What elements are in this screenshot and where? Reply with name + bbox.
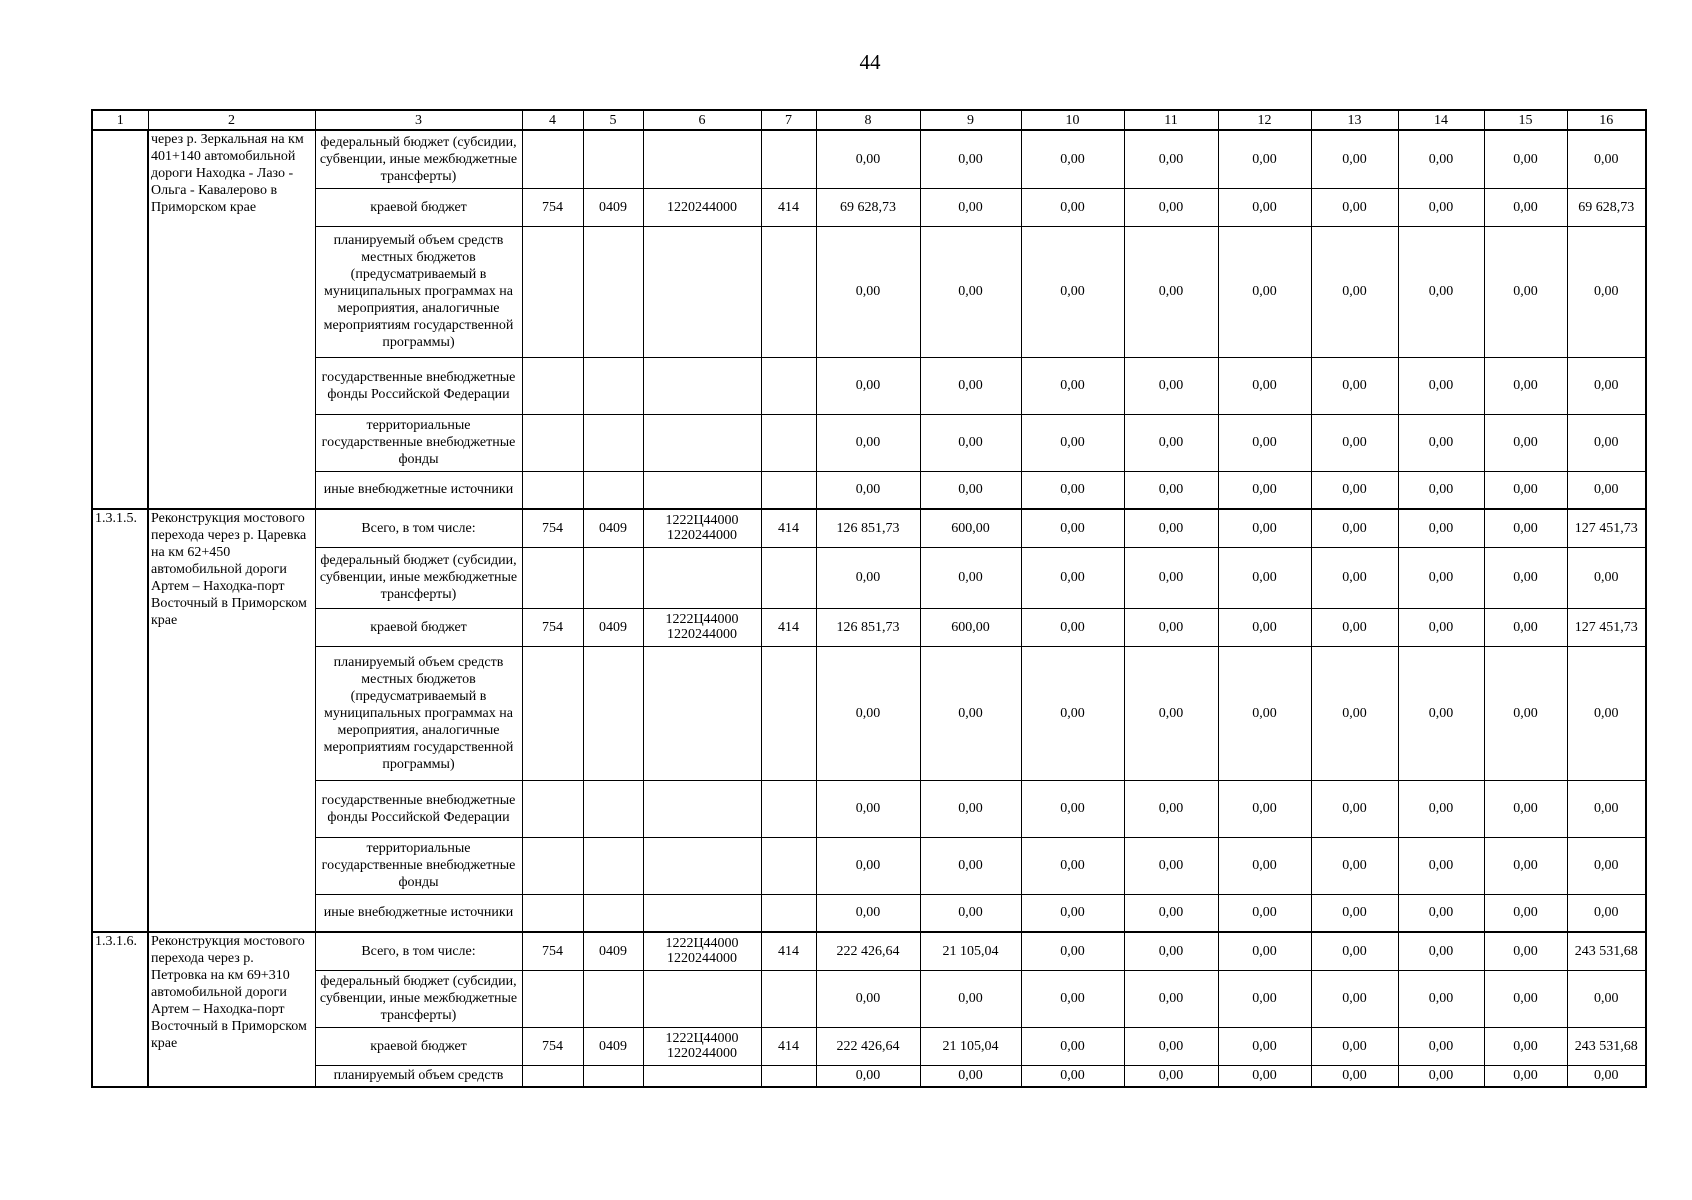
funding-source: Всего, в том числе: bbox=[315, 932, 522, 970]
value-cell: 0,00 bbox=[1398, 226, 1484, 357]
code-cell: 1222Ц44000 1220244000 bbox=[643, 509, 761, 547]
code-cell: 754 bbox=[522, 188, 583, 226]
value-cell: 243 531,68 bbox=[1567, 1027, 1646, 1065]
value-cell: 0,00 bbox=[1567, 547, 1646, 608]
value-cell: 0,00 bbox=[920, 357, 1021, 414]
funding-source: планируемый объем средств местных бюджетов (предусматриваемый в муниципальных программах на мероприятия, аналогичные мероприятиям государственной программы) bbox=[315, 646, 522, 780]
column-header: 5 bbox=[583, 110, 643, 130]
value-cell: 0,00 bbox=[1311, 130, 1398, 188]
table-row bbox=[92, 780, 1646, 837]
column-header: 4 bbox=[522, 110, 583, 130]
code-cell: 0409 bbox=[583, 509, 643, 547]
value-cell: 0,00 bbox=[1124, 357, 1218, 414]
value-cell: 0,00 bbox=[1311, 894, 1398, 932]
value-cell: 0,00 bbox=[1311, 932, 1398, 970]
code-cell bbox=[643, 130, 761, 188]
code-cell: 754 bbox=[522, 608, 583, 646]
code-cell bbox=[643, 780, 761, 837]
value-cell: 0,00 bbox=[1218, 414, 1311, 471]
column-header: 8 bbox=[816, 110, 920, 130]
table-row bbox=[92, 471, 1646, 509]
code-cell: 414 bbox=[761, 188, 816, 226]
value-cell: 0,00 bbox=[1484, 226, 1567, 357]
column-header: 15 bbox=[1484, 110, 1567, 130]
value-cell: 0,00 bbox=[1124, 188, 1218, 226]
value-cell: 0,00 bbox=[1567, 357, 1646, 414]
code-cell bbox=[522, 414, 583, 471]
value-cell: 600,00 bbox=[920, 608, 1021, 646]
value-cell: 0,00 bbox=[1124, 1027, 1218, 1065]
value-cell: 0,00 bbox=[816, 471, 920, 509]
value-cell: 0,00 bbox=[1567, 970, 1646, 1027]
code-cell bbox=[522, 357, 583, 414]
value-cell: 0,00 bbox=[1311, 780, 1398, 837]
code-cell: 1222Ц44000 1220244000 bbox=[643, 932, 761, 970]
value-cell: 0,00 bbox=[1398, 414, 1484, 471]
code-cell bbox=[522, 894, 583, 932]
item-name: Реконструкция мостового перехода через р. Петровка на км 69+310 автомобильной дороги Артем – Находка-порт Восточный в Приморском крае bbox=[148, 932, 315, 1087]
value-cell: 0,00 bbox=[1218, 1065, 1311, 1087]
code-cell bbox=[761, 970, 816, 1027]
value-cell: 0,00 bbox=[1484, 357, 1567, 414]
value-cell: 0,00 bbox=[1398, 1065, 1484, 1087]
value-cell: 0,00 bbox=[1311, 509, 1398, 547]
code-cell: 1222Ц44000 1220244000 bbox=[643, 608, 761, 646]
value-cell: 0,00 bbox=[1398, 608, 1484, 646]
code-cell bbox=[583, 646, 643, 780]
value-cell: 0,00 bbox=[1567, 471, 1646, 509]
value-cell: 0,00 bbox=[1398, 357, 1484, 414]
value-cell: 0,00 bbox=[1218, 547, 1311, 608]
value-cell: 0,00 bbox=[1124, 608, 1218, 646]
code-cell bbox=[643, 547, 761, 608]
funding-source: краевой бюджет bbox=[315, 1027, 522, 1065]
value-cell: 0,00 bbox=[1484, 608, 1567, 646]
code-cell bbox=[643, 894, 761, 932]
value-cell: 0,00 bbox=[816, 130, 920, 188]
code-cell bbox=[761, 894, 816, 932]
value-cell: 127 451,73 bbox=[1567, 509, 1646, 547]
value-cell: 0,00 bbox=[1218, 894, 1311, 932]
code-cell bbox=[522, 646, 583, 780]
value-cell: 0,00 bbox=[816, 837, 920, 894]
value-cell: 0,00 bbox=[1484, 547, 1567, 608]
value-cell: 0,00 bbox=[1124, 547, 1218, 608]
value-cell: 0,00 bbox=[1124, 1065, 1218, 1087]
code-cell bbox=[583, 130, 643, 188]
value-cell: 0,00 bbox=[920, 547, 1021, 608]
value-cell: 0,00 bbox=[1567, 414, 1646, 471]
value-cell: 0,00 bbox=[1218, 608, 1311, 646]
value-cell: 0,00 bbox=[1567, 837, 1646, 894]
value-cell: 0,00 bbox=[1218, 357, 1311, 414]
value-cell: 0,00 bbox=[920, 970, 1021, 1027]
value-cell: 0,00 bbox=[1398, 932, 1484, 970]
value-cell: 0,00 bbox=[1124, 932, 1218, 970]
value-cell: 0,00 bbox=[1398, 837, 1484, 894]
value-cell: 0,00 bbox=[1124, 646, 1218, 780]
column-header: 2 bbox=[148, 110, 315, 130]
value-cell: 0,00 bbox=[920, 414, 1021, 471]
value-cell: 0,00 bbox=[1484, 1065, 1567, 1087]
value-cell: 0,00 bbox=[1484, 471, 1567, 509]
item-name: через р. Зеркальная на км 401+140 автомобильной дороги Находка - Лазо - Ольга - Кавалерово в Приморском крае bbox=[148, 130, 315, 509]
value-cell: 0,00 bbox=[1567, 780, 1646, 837]
value-cell: 0,00 bbox=[816, 357, 920, 414]
code-cell bbox=[583, 894, 643, 932]
value-cell: 0,00 bbox=[1021, 970, 1124, 1027]
funding-source: федеральный бюджет (субсидии, субвенции, иные межбюджетные трансферты) bbox=[315, 130, 522, 188]
funding-source: федеральный бюджет (субсидии, субвенции, иные межбюджетные трансферты) bbox=[315, 970, 522, 1027]
value-cell: 0,00 bbox=[1311, 646, 1398, 780]
value-cell: 0,00 bbox=[1218, 932, 1311, 970]
table-row bbox=[92, 837, 1646, 894]
value-cell: 0,00 bbox=[1484, 646, 1567, 780]
funding-source: планируемый объем средств bbox=[315, 1065, 522, 1087]
table-row bbox=[92, 646, 1646, 780]
code-cell bbox=[583, 547, 643, 608]
value-cell: 0,00 bbox=[1218, 837, 1311, 894]
value-cell: 0,00 bbox=[1311, 226, 1398, 357]
code-cell bbox=[761, 357, 816, 414]
value-cell: 0,00 bbox=[1021, 932, 1124, 970]
code-cell: 754 bbox=[522, 1027, 583, 1065]
value-cell: 0,00 bbox=[1311, 608, 1398, 646]
value-cell: 0,00 bbox=[1484, 780, 1567, 837]
code-cell bbox=[643, 471, 761, 509]
table-row bbox=[92, 932, 1646, 970]
code-cell bbox=[522, 547, 583, 608]
value-cell: 0,00 bbox=[1567, 894, 1646, 932]
value-cell: 0,00 bbox=[920, 837, 1021, 894]
funding-source: территориальные государственные внебюджетные фонды bbox=[315, 837, 522, 894]
funding-source: государственные внебюджетные фонды Российской Федерации bbox=[315, 357, 522, 414]
column-header: 6 bbox=[643, 110, 761, 130]
value-cell: 0,00 bbox=[1484, 130, 1567, 188]
value-cell: 0,00 bbox=[1124, 226, 1218, 357]
value-cell: 0,00 bbox=[1567, 1065, 1646, 1087]
code-cell: 1222Ц44000 1220244000 bbox=[643, 1027, 761, 1065]
item-index: 1.3.1.6. bbox=[92, 932, 148, 1087]
code-cell: 0409 bbox=[583, 608, 643, 646]
value-cell: 0,00 bbox=[1218, 970, 1311, 1027]
code-cell bbox=[583, 1065, 643, 1087]
value-cell: 127 451,73 bbox=[1567, 608, 1646, 646]
value-cell: 0,00 bbox=[1398, 188, 1484, 226]
value-cell: 0,00 bbox=[1484, 509, 1567, 547]
funding-source: федеральный бюджет (субсидии, субвенции, иные межбюджетные трансферты) bbox=[315, 547, 522, 608]
value-cell: 0,00 bbox=[1021, 894, 1124, 932]
value-cell: 0,00 bbox=[920, 646, 1021, 780]
code-cell bbox=[643, 226, 761, 357]
code-cell bbox=[522, 780, 583, 837]
value-cell: 0,00 bbox=[1124, 894, 1218, 932]
code-cell bbox=[761, 471, 816, 509]
table-row bbox=[92, 414, 1646, 471]
value-cell: 0,00 bbox=[1567, 130, 1646, 188]
value-cell: 0,00 bbox=[1484, 970, 1567, 1027]
value-cell: 0,00 bbox=[816, 780, 920, 837]
code-cell bbox=[583, 357, 643, 414]
value-cell: 0,00 bbox=[1398, 1027, 1484, 1065]
code-cell bbox=[643, 1065, 761, 1087]
value-cell: 0,00 bbox=[1398, 970, 1484, 1027]
column-header: 14 bbox=[1398, 110, 1484, 130]
value-cell: 0,00 bbox=[1567, 646, 1646, 780]
code-cell bbox=[761, 1065, 816, 1087]
table-row bbox=[92, 608, 1646, 646]
value-cell: 0,00 bbox=[1021, 608, 1124, 646]
table-row bbox=[92, 226, 1646, 357]
funding-source: планируемый объем средств местных бюджетов (предусматриваемый в муниципальных программах на мероприятия, аналогичные мероприятиям государственной программы) bbox=[315, 226, 522, 357]
table-row bbox=[92, 357, 1646, 414]
value-cell: 0,00 bbox=[1021, 547, 1124, 608]
code-cell: 414 bbox=[761, 608, 816, 646]
code-cell: 754 bbox=[522, 932, 583, 970]
code-cell bbox=[643, 357, 761, 414]
value-cell: 600,00 bbox=[920, 509, 1021, 547]
value-cell: 0,00 bbox=[920, 780, 1021, 837]
code-cell bbox=[761, 547, 816, 608]
value-cell: 0,00 bbox=[1218, 1027, 1311, 1065]
value-cell: 0,00 bbox=[816, 970, 920, 1027]
funding-source: краевой бюджет bbox=[315, 188, 522, 226]
value-cell: 0,00 bbox=[1398, 509, 1484, 547]
code-cell: 1220244000 bbox=[643, 188, 761, 226]
code-cell bbox=[643, 646, 761, 780]
code-cell bbox=[643, 414, 761, 471]
funding-source: иные внебюджетные источники bbox=[315, 471, 522, 509]
funding-source: территориальные государственные внебюджетные фонды bbox=[315, 414, 522, 471]
value-cell: 0,00 bbox=[1484, 837, 1567, 894]
code-cell: 414 bbox=[761, 509, 816, 547]
code-cell bbox=[583, 970, 643, 1027]
column-header: 10 bbox=[1021, 110, 1124, 130]
code-cell bbox=[761, 130, 816, 188]
table-body bbox=[92, 130, 1646, 1087]
value-cell: 0,00 bbox=[1311, 357, 1398, 414]
header-row bbox=[92, 110, 1646, 130]
code-cell bbox=[761, 837, 816, 894]
code-cell bbox=[583, 226, 643, 357]
value-cell: 0,00 bbox=[816, 547, 920, 608]
value-cell: 0,00 bbox=[1021, 780, 1124, 837]
value-cell: 0,00 bbox=[1021, 226, 1124, 357]
value-cell: 0,00 bbox=[1021, 188, 1124, 226]
column-header: 7 bbox=[761, 110, 816, 130]
table-row bbox=[92, 547, 1646, 608]
value-cell: 0,00 bbox=[1398, 780, 1484, 837]
value-cell: 0,00 bbox=[1124, 130, 1218, 188]
value-cell: 0,00 bbox=[1218, 188, 1311, 226]
value-cell: 0,00 bbox=[1218, 646, 1311, 780]
value-cell: 69 628,73 bbox=[1567, 188, 1646, 226]
value-cell: 0,00 bbox=[816, 414, 920, 471]
value-cell: 0,00 bbox=[1398, 547, 1484, 608]
value-cell: 0,00 bbox=[816, 646, 920, 780]
value-cell: 0,00 bbox=[1311, 1027, 1398, 1065]
value-cell: 126 851,73 bbox=[816, 509, 920, 547]
code-cell bbox=[522, 1065, 583, 1087]
code-cell bbox=[761, 646, 816, 780]
table-row bbox=[92, 130, 1646, 188]
column-header: 3 bbox=[315, 110, 522, 130]
column-header: 11 bbox=[1124, 110, 1218, 130]
value-cell: 0,00 bbox=[816, 226, 920, 357]
value-cell: 0,00 bbox=[1484, 188, 1567, 226]
value-cell: 0,00 bbox=[920, 1065, 1021, 1087]
funding-source: краевой бюджет bbox=[315, 608, 522, 646]
code-cell bbox=[643, 837, 761, 894]
funding-source: государственные внебюджетные фонды Российской Федерации bbox=[315, 780, 522, 837]
code-cell bbox=[522, 226, 583, 357]
value-cell: 0,00 bbox=[1021, 471, 1124, 509]
value-cell: 0,00 bbox=[1484, 932, 1567, 970]
code-cell bbox=[643, 970, 761, 1027]
value-cell: 0,00 bbox=[920, 130, 1021, 188]
code-cell bbox=[761, 226, 816, 357]
value-cell: 0,00 bbox=[1021, 509, 1124, 547]
value-cell: 0,00 bbox=[1124, 837, 1218, 894]
code-cell: 414 bbox=[761, 932, 816, 970]
value-cell: 0,00 bbox=[1311, 547, 1398, 608]
value-cell: 0,00 bbox=[1398, 130, 1484, 188]
table-row bbox=[92, 894, 1646, 932]
value-cell: 21 105,04 bbox=[920, 1027, 1021, 1065]
value-cell: 0,00 bbox=[920, 226, 1021, 357]
value-cell: 0,00 bbox=[816, 1065, 920, 1087]
code-cell bbox=[583, 471, 643, 509]
value-cell: 0,00 bbox=[1311, 837, 1398, 894]
item-name: Реконструкция мостового перехода через р. Царевка на км 62+450 автомобильной дороги Артем – Находка-порт Восточный в Приморском крае bbox=[148, 509, 315, 932]
value-cell: 0,00 bbox=[1021, 1065, 1124, 1087]
item-index bbox=[92, 130, 148, 509]
value-cell: 0,00 bbox=[1311, 1065, 1398, 1087]
value-cell: 222 426,64 bbox=[816, 932, 920, 970]
column-header: 16 bbox=[1567, 110, 1646, 130]
value-cell: 0,00 bbox=[1021, 1027, 1124, 1065]
value-cell: 0,00 bbox=[1484, 894, 1567, 932]
value-cell: 0,00 bbox=[1021, 357, 1124, 414]
value-cell: 0,00 bbox=[920, 894, 1021, 932]
code-cell bbox=[761, 414, 816, 471]
value-cell: 0,00 bbox=[1311, 414, 1398, 471]
value-cell: 0,00 bbox=[1398, 894, 1484, 932]
value-cell: 0,00 bbox=[1484, 414, 1567, 471]
value-cell: 0,00 bbox=[1567, 226, 1646, 357]
value-cell: 0,00 bbox=[1124, 780, 1218, 837]
item-index: 1.3.1.5. bbox=[92, 509, 148, 932]
value-cell: 0,00 bbox=[1021, 414, 1124, 471]
budget-table bbox=[91, 109, 1647, 1088]
table-row bbox=[92, 1065, 1646, 1087]
value-cell: 0,00 bbox=[920, 188, 1021, 226]
value-cell: 126 851,73 bbox=[816, 608, 920, 646]
code-cell bbox=[522, 130, 583, 188]
code-cell: 0409 bbox=[583, 1027, 643, 1065]
code-cell: 0409 bbox=[583, 188, 643, 226]
value-cell: 0,00 bbox=[1021, 130, 1124, 188]
funding-source: Всего, в том числе: bbox=[315, 509, 522, 547]
value-cell: 0,00 bbox=[920, 471, 1021, 509]
value-cell: 0,00 bbox=[1124, 471, 1218, 509]
value-cell: 222 426,64 bbox=[816, 1027, 920, 1065]
value-cell: 0,00 bbox=[1021, 837, 1124, 894]
value-cell: 0,00 bbox=[1311, 471, 1398, 509]
table-row bbox=[92, 188, 1646, 226]
value-cell: 243 531,68 bbox=[1567, 932, 1646, 970]
value-cell: 0,00 bbox=[1218, 130, 1311, 188]
code-cell: 0409 bbox=[583, 932, 643, 970]
code-cell: 754 bbox=[522, 509, 583, 547]
column-header: 9 bbox=[920, 110, 1021, 130]
value-cell: 0,00 bbox=[816, 894, 920, 932]
value-cell: 21 105,04 bbox=[920, 932, 1021, 970]
value-cell: 0,00 bbox=[1311, 188, 1398, 226]
code-cell: 414 bbox=[761, 1027, 816, 1065]
value-cell: 0,00 bbox=[1218, 509, 1311, 547]
value-cell: 0,00 bbox=[1398, 646, 1484, 780]
value-cell: 0,00 bbox=[1124, 509, 1218, 547]
value-cell: 0,00 bbox=[1218, 471, 1311, 509]
value-cell: 0,00 bbox=[1218, 226, 1311, 357]
table-row bbox=[92, 1027, 1646, 1065]
value-cell: 0,00 bbox=[1124, 970, 1218, 1027]
column-header: 13 bbox=[1311, 110, 1398, 130]
value-cell: 0,00 bbox=[1021, 646, 1124, 780]
value-cell: 69 628,73 bbox=[816, 188, 920, 226]
code-cell bbox=[522, 471, 583, 509]
table-row bbox=[92, 509, 1646, 547]
funding-source: иные внебюджетные источники bbox=[315, 894, 522, 932]
value-cell: 0,00 bbox=[1124, 414, 1218, 471]
code-cell bbox=[522, 837, 583, 894]
table-row bbox=[92, 970, 1646, 1027]
code-cell bbox=[583, 837, 643, 894]
code-cell bbox=[522, 970, 583, 1027]
column-header: 1 bbox=[92, 110, 148, 130]
code-cell bbox=[761, 780, 816, 837]
code-cell bbox=[583, 780, 643, 837]
code-cell bbox=[583, 414, 643, 471]
page-number: 44 bbox=[859, 50, 881, 74]
value-cell: 0,00 bbox=[1218, 780, 1311, 837]
column-header: 12 bbox=[1218, 110, 1311, 130]
value-cell: 0,00 bbox=[1398, 471, 1484, 509]
value-cell: 0,00 bbox=[1311, 970, 1398, 1027]
value-cell: 0,00 bbox=[1484, 1027, 1567, 1065]
